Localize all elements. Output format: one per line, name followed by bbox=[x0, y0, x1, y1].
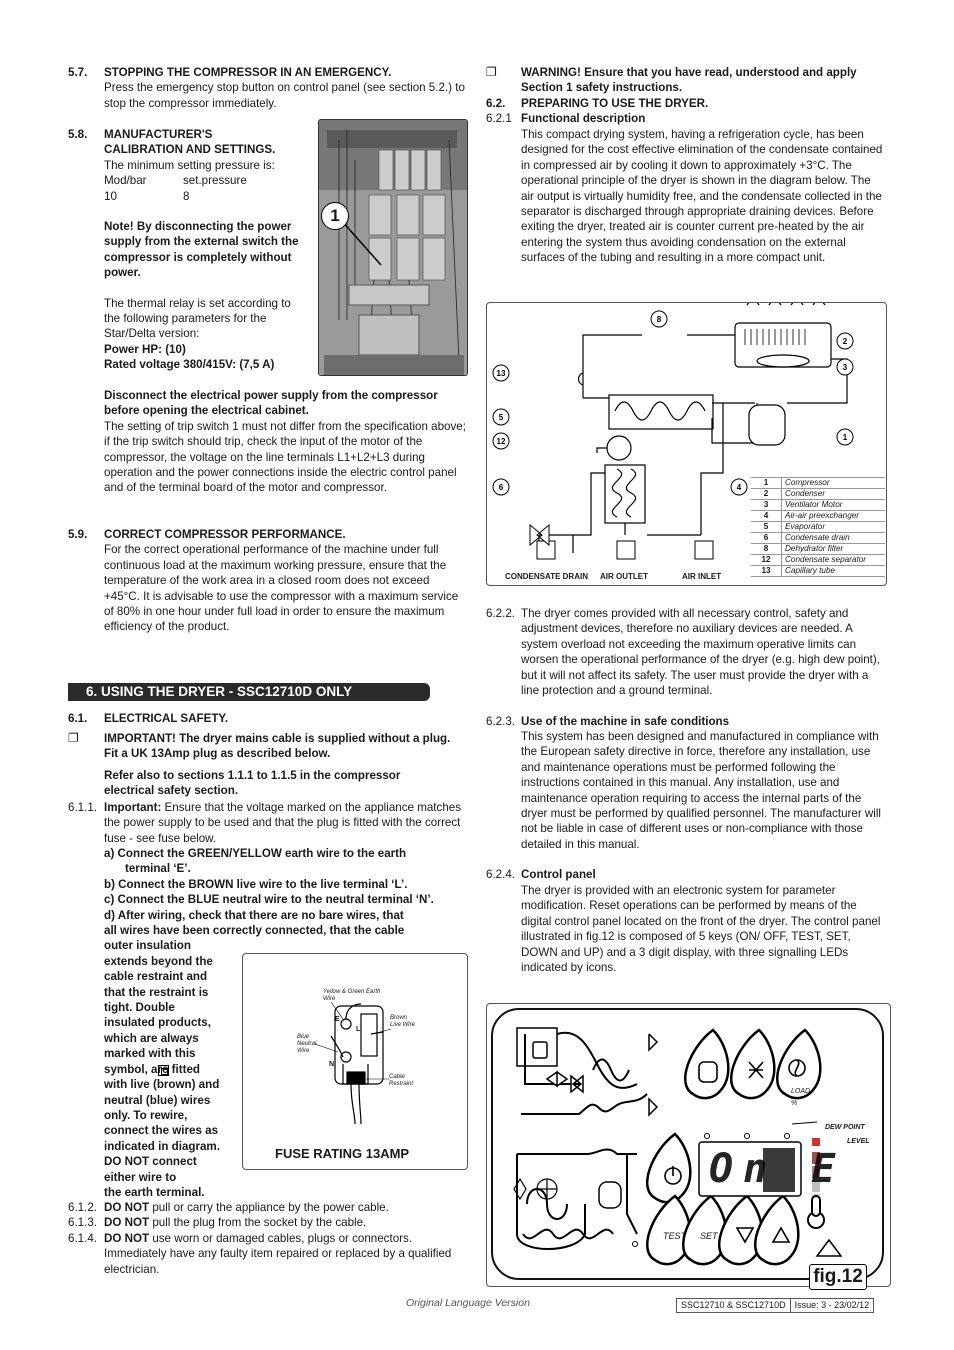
s58-value-row bbox=[104, 189, 304, 204]
legend-text: Evaporator bbox=[782, 522, 886, 533]
cabinet-photo-image bbox=[319, 120, 467, 375]
legend-text: Compressor bbox=[782, 478, 886, 489]
condensate-drain-label: CONDENSATE DRAIN bbox=[505, 572, 588, 581]
s58-min: The minimum setting pressure is: bbox=[104, 158, 275, 172]
legend-number: 8 bbox=[751, 544, 782, 555]
cable-restraint-label: Cable Restraint bbox=[389, 1074, 414, 1087]
legend-text: Air-air preexchanger bbox=[782, 511, 886, 522]
s58-v1: 10 bbox=[104, 189, 117, 203]
diagram-callout-label: 6 bbox=[498, 483, 504, 492]
s613-num: 6.1.3. bbox=[68, 1216, 98, 1229]
s59 bbox=[104, 527, 466, 635]
s613 bbox=[104, 1215, 466, 1230]
s57-body: Press the emergency stop button on control panel (see section 5.2.) to stop the compressor immediately. bbox=[104, 81, 465, 110]
fig12-label: fig.12 bbox=[809, 1264, 867, 1290]
s622-body: The dryer comes provided with all necessary control, safety and adjustment devices, therefore no auxiliary devices are needed. A system overload not exceeding the maximum operative limits can worsen the operational performance of the dryer (e.g. high dew point), but it will not affect its safety. The user must provide the dryer with a line protection and a ground terminal. bbox=[521, 607, 880, 698]
s58-voltage: Rated voltage 380/415V: (7,5 A) bbox=[104, 358, 275, 372]
step-d-line: marked with this bbox=[104, 1047, 196, 1061]
diagram-callout-label: 4 bbox=[736, 483, 742, 492]
warning-text: WARNING! Ensure that you have read, understood and apply Section 1 safety instructions. bbox=[521, 66, 857, 95]
s58-v2: 8 bbox=[183, 189, 190, 203]
step-d-line: DO NOT connect bbox=[104, 1155, 197, 1169]
step-d-line: connect the wires as bbox=[104, 1124, 219, 1138]
s614-donot: DO NOT bbox=[104, 1232, 150, 1245]
s612-donot: DO NOT bbox=[104, 1201, 150, 1214]
important-text: IMPORTANT! The dryer mains cable is supplied without a plug. Fit a UK 13Amp plug as described below. bbox=[104, 732, 451, 761]
s623-num: 6.2.3. bbox=[486, 715, 516, 728]
legend-number: 13 bbox=[751, 566, 782, 577]
s62-num: 6.2. bbox=[486, 97, 506, 110]
step-d1: d) After wiring, check that there are no bare wires, that bbox=[104, 908, 404, 922]
legend-row bbox=[751, 511, 885, 522]
step-b: b) Connect the BROWN live wire to the live terminal ‘L’. bbox=[104, 877, 408, 891]
s614 bbox=[104, 1231, 466, 1277]
legend-row bbox=[751, 544, 885, 555]
s58-trip: The setting of trip switch 1 must not differ from the specification above; if the trip switch should trip, check the input of the motor of the compressor, the voltage on the line terminals L1+L2+L3 during operation and the power connections inside the electric control panel and of the terminal board of the motor and compressor. bbox=[104, 419, 466, 495]
terminal-e: E bbox=[335, 1016, 340, 1023]
s58-h2: set.pressure bbox=[183, 174, 247, 188]
s612-num: 6.1.2. bbox=[68, 1201, 98, 1214]
legend-number: 12 bbox=[751, 555, 782, 566]
step-d-line: neutral (blue) wires bbox=[104, 1093, 211, 1107]
legend-number: 2 bbox=[751, 489, 782, 500]
legend-number: 6 bbox=[751, 533, 782, 544]
s61-title: ELECTRICAL SAFETY. bbox=[104, 712, 229, 725]
legend-text: Condenser bbox=[782, 489, 886, 500]
s61-num: 6.1. bbox=[68, 712, 88, 725]
legend-row bbox=[751, 489, 885, 500]
s59-num: 5.9. bbox=[68, 528, 88, 541]
photo-callout-1: 1 bbox=[321, 202, 349, 230]
footer-issue: Issue: 3 - 23/02/12 bbox=[794, 1300, 870, 1310]
legend-row bbox=[751, 522, 885, 533]
step-d-line: that the restraint is bbox=[104, 985, 209, 999]
s58-cont bbox=[104, 388, 466, 496]
footer-language: Original Language Version bbox=[406, 1297, 530, 1309]
s623-title: Use of the machine in safe conditions bbox=[521, 715, 730, 728]
plug-diagram-box bbox=[242, 953, 468, 1170]
brown-wire-label: Brown Live Wire bbox=[390, 1015, 415, 1028]
step-d2: all wires have been correctly connected, that the cable bbox=[104, 924, 405, 938]
step-d-line: either wire to bbox=[104, 1170, 177, 1184]
diagram-callout-label: 12 bbox=[496, 437, 506, 446]
s58-h1: Mod/bar bbox=[104, 174, 147, 188]
down-key[interactable] bbox=[732, 1214, 762, 1254]
control-panel-figure bbox=[486, 1003, 891, 1287]
s611-num: 6.1.1. bbox=[68, 801, 98, 814]
step-a: a) Connect the GREEN/YELLOW earth wire to the earth bbox=[104, 847, 407, 860]
s57-title: STOPPING THE COMPRESSOR IN AN EMERGENCY. bbox=[104, 66, 392, 79]
legend-row bbox=[751, 533, 885, 544]
legend-text: Capillary tube bbox=[782, 566, 886, 577]
dryer-diagram-box bbox=[486, 302, 887, 586]
footer-model: SSC12710 & SSC12710D bbox=[677, 1299, 791, 1312]
s614-num: 6.1.4. bbox=[68, 1232, 98, 1245]
s59-title: CORRECT COMPRESSOR PERFORMANCE. bbox=[104, 528, 346, 541]
legend-row bbox=[751, 478, 885, 489]
up-key[interactable] bbox=[768, 1214, 798, 1254]
legend-row bbox=[751, 566, 885, 577]
step-c: c) Connect the BLUE neutral wire to the neutral terminal ‘N’. bbox=[104, 893, 434, 907]
s58-note: Note! By disconnecting the power supply from the external switch the compressor is completely without power. bbox=[104, 220, 299, 280]
step-d-line: symbol, are fitted bbox=[104, 1062, 200, 1076]
step-d-line: extends beyond the bbox=[104, 954, 213, 968]
s622-num: 6.2.2. bbox=[486, 607, 516, 620]
legend-number: 5 bbox=[751, 522, 782, 533]
warning-checkbox-icon: ❐ bbox=[486, 65, 497, 79]
s621-num: 6.2.1 bbox=[486, 112, 512, 125]
step-d-line: the earth terminal. bbox=[104, 1185, 205, 1199]
legend-number: 1 bbox=[751, 478, 782, 489]
s62-title: PREPARING TO USE THE DRYER. bbox=[521, 97, 709, 110]
section-6-heading: 6. USING THE DRYER - SSC12710D ONLY bbox=[68, 683, 430, 701]
diagram-callout-label: 13 bbox=[496, 369, 506, 378]
s624-num: 6.2.4. bbox=[486, 868, 516, 881]
air-inlet-label: AIR INLET bbox=[682, 572, 722, 581]
s59-body: For the correct operational performance of the machine under full continuous load at the maximum working pressure, ensure that the temperature of the work area in a closed room does not exceed +45°C. It is advisable to use the compressor with a maximum service of 80% in one hour under full load in order to ensure the maximum efficiency of the product. bbox=[104, 543, 459, 634]
s58-power: Power HP: (10) bbox=[104, 342, 186, 356]
step-d-line: which are always bbox=[104, 1031, 199, 1045]
s613-text: pull the plug from the socket by the cable. bbox=[149, 1216, 367, 1229]
diagram-legend bbox=[751, 477, 885, 577]
s611-body bbox=[104, 800, 466, 846]
legend-text: Condensate drain bbox=[782, 533, 886, 544]
legend-number: 3 bbox=[751, 500, 782, 511]
s611-text: Ensure that the voltage marked on the appliance matches the power supply to be used and that the plug is fitted with the correct fuse - see fuse below. bbox=[104, 801, 462, 845]
refer-text: Refer also to sections 1.1.1 to 1.1.5 in the compressor electrical safety section. bbox=[104, 769, 401, 798]
s624-title: Control panel bbox=[521, 868, 596, 881]
checkbox-icon: ❐ bbox=[68, 731, 79, 745]
cabinet-photo bbox=[318, 119, 468, 376]
plug-wiring-diagram bbox=[243, 954, 467, 1129]
s614-text: use worn or damaged cables, plugs or connectors. Immediately have any faulty item repaired or replaced by a qualified electrician. bbox=[104, 1232, 452, 1276]
s612-text: pull or carry the appliance by the power cable. bbox=[149, 1201, 389, 1214]
step-d-line: insulated products, bbox=[104, 1016, 211, 1030]
terminal-l: L bbox=[356, 1026, 361, 1033]
step-a2: terminal ‘E’. bbox=[125, 862, 191, 876]
step-d-line: with live (brown) and bbox=[104, 1078, 220, 1092]
diagram-callout-label: 2 bbox=[842, 337, 848, 346]
s57 bbox=[104, 65, 466, 111]
load-percent: % bbox=[791, 1100, 798, 1107]
s624-body: The dryer is provided with an electronic system for parameter modification. Reset operations can be performed by means of the digital control panel located on the front of the dryer. The control panel illustrated in fig.12 is composed of 5 keys (ON/ OFF, TEST, SET, DOWN and UP) and a 3 digit display, with three signalling LEDs indicated by icons. bbox=[521, 884, 881, 975]
terminal-n: N bbox=[329, 1061, 335, 1068]
s58-title1: MANUFACTURER'S bbox=[104, 128, 213, 141]
diagram-callout-label: 5 bbox=[498, 413, 504, 422]
s58-head-row bbox=[104, 173, 304, 188]
dew-point-label: DEW POINT bbox=[825, 1124, 865, 1131]
step-d-line: tight. Double bbox=[104, 1001, 175, 1015]
footer-model-box bbox=[676, 1298, 874, 1313]
s612 bbox=[104, 1200, 466, 1215]
s58-thermal: The thermal relay is set according to the following parameters for the Star/Delta version: bbox=[104, 296, 291, 341]
double-insulated-icon bbox=[158, 1065, 169, 1076]
diagram-callout-label: 8 bbox=[656, 315, 662, 324]
s58-disconnect: Disconnect the electrical power supply from the compressor before opening the electrical cabinet. bbox=[104, 389, 438, 418]
s621-title: Functional description bbox=[521, 112, 646, 125]
step-d-line: indicated in diagram. bbox=[104, 1139, 220, 1153]
panel-display-readout: On E bbox=[709, 1146, 846, 1192]
legend-text: Ventilator Motor bbox=[782, 500, 886, 511]
air-outlet-label: AIR OUTLET bbox=[600, 572, 648, 581]
legend-text: Dehydrator filter bbox=[782, 544, 886, 555]
step-d-line: only. To rewire, bbox=[104, 1108, 188, 1122]
on-off-key[interactable] bbox=[647, 1164, 687, 1204]
legend-number: 4 bbox=[751, 511, 782, 522]
s58 bbox=[104, 127, 304, 373]
s613-donot: DO NOT bbox=[104, 1216, 150, 1229]
level-label: LEVEL bbox=[847, 1138, 870, 1145]
s58-title2: CALIBRATION AND SETTINGS. bbox=[104, 143, 276, 157]
fuse-rating: FUSE RATING 13AMP bbox=[275, 1146, 410, 1161]
s623-body: This system has been designed and manufactured in compliance with the European safety directive in force, therefore any installation, use and maintenance operations must be performed following the instructions contained in this manual. Any installation, use and maintenance operation requiring to access the internal parts of the dryer must be performed by qualified personnel. The manufacturer will not be liable in case of different uses or non-compliance with those detailed in this manual. bbox=[521, 730, 882, 851]
blue-wire-label: Blue Neutral Wire bbox=[297, 1034, 317, 1054]
legend-row bbox=[751, 500, 885, 511]
step-d-line: cable restraint and bbox=[104, 970, 208, 984]
test-key[interactable]: TEST bbox=[663, 1231, 687, 1241]
s621-body: This compact drying system, having a refrigeration cycle, has been designed for the cost effective elimination of the condensate contained in compressed air by cooling it down to approximately +3°C. The operational principle of the dryer is shown in the diagram below. The air output is virtually humidity free, and the condensate collected in the separator is discharged through appropriate draining devices. Before exiting the dryer, treated air is counter current pre-heated by the air entering the system thus avoiding condensation on the external surfaces of the tubing and resulting in a more compact unit. bbox=[521, 128, 883, 265]
step-d-line: outer insulation bbox=[104, 939, 191, 953]
s57-num: 5.7. bbox=[68, 66, 88, 79]
diagram-callout-label: 3 bbox=[842, 363, 848, 372]
legend-text: Condensate separator bbox=[782, 555, 886, 566]
s58-num: 5.8. bbox=[68, 128, 88, 141]
load-label: LOAD bbox=[791, 1088, 811, 1095]
legend-row bbox=[751, 555, 885, 566]
s611-lead: Important: bbox=[104, 801, 162, 814]
earth-wire-label: Yellow & Green Earth Wire bbox=[323, 989, 381, 1002]
diagram-callout-label: 1 bbox=[842, 433, 848, 442]
set-key[interactable]: SET bbox=[700, 1231, 718, 1241]
